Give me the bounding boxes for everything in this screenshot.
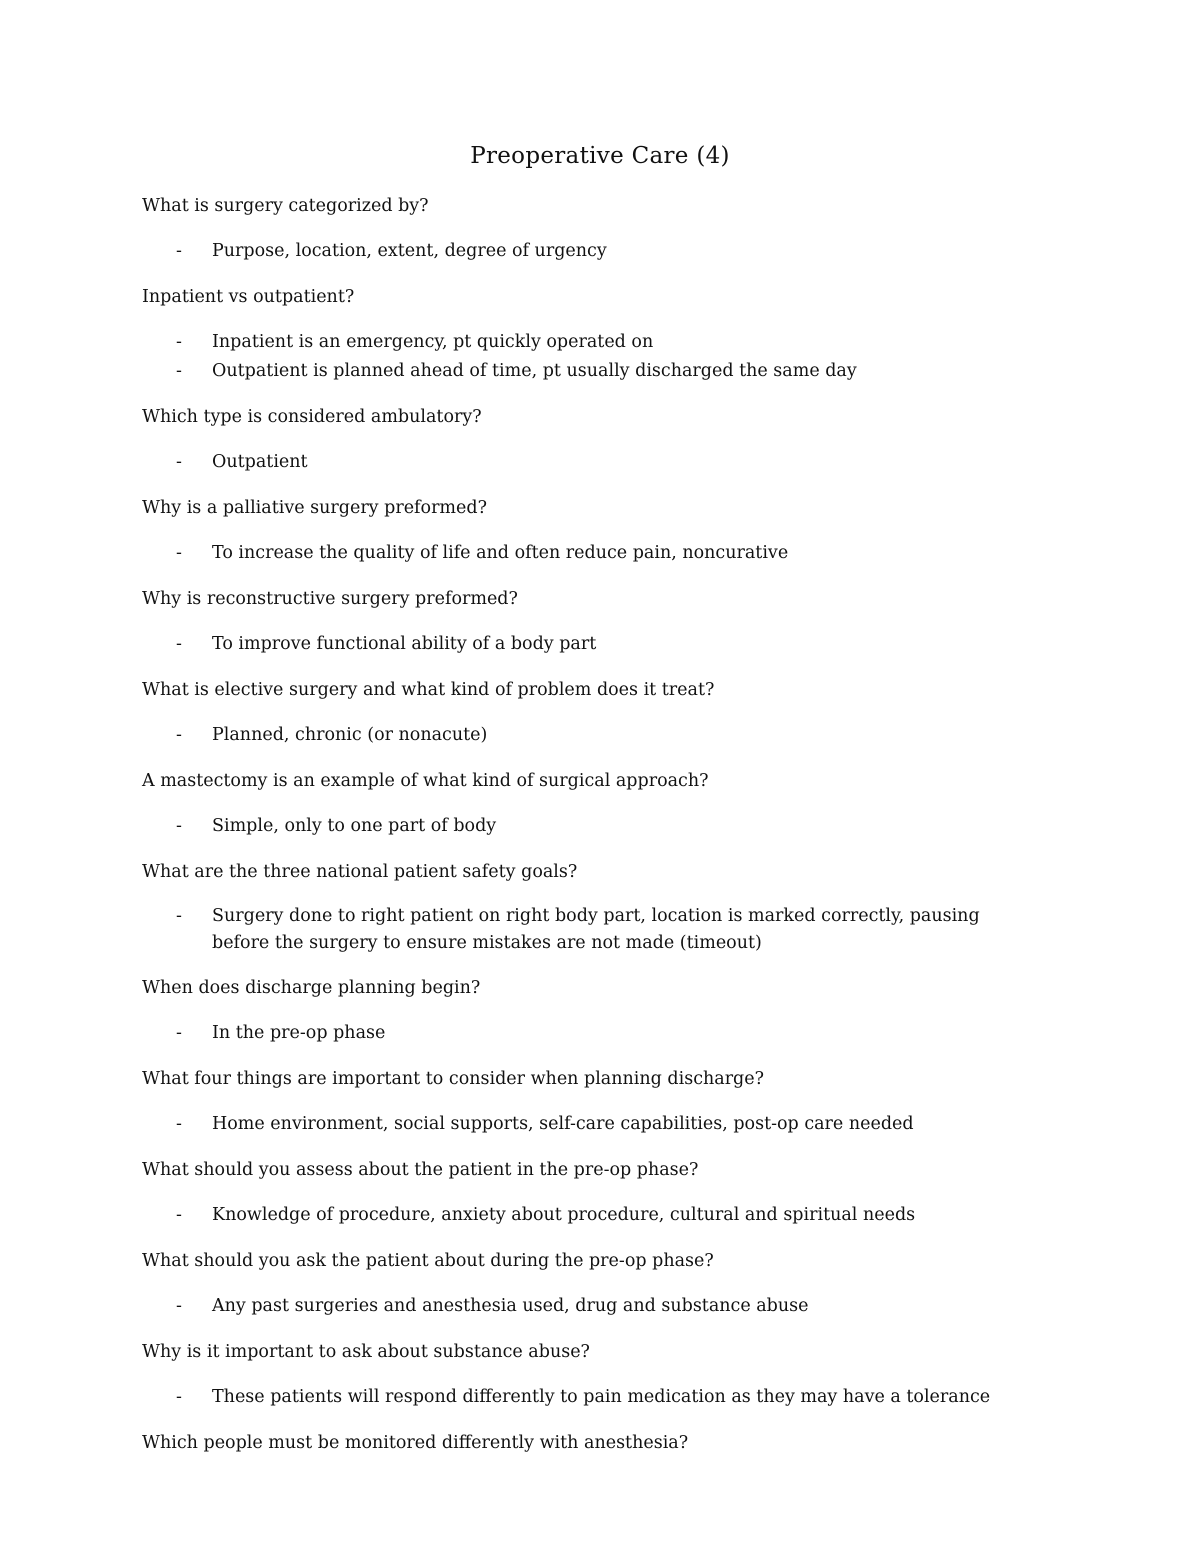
answer-item: - To increase the quality of life and often reduce pain, noncurative (142, 539, 1042, 568)
question: What are the three national patient safety goals? (142, 862, 578, 882)
answer-item: - Outpatient is planned ahead of time, pt usually discharged the same day (142, 357, 1042, 386)
answer-list (142, 539, 1042, 568)
question: What should you assess about the patient in the pre-op phase? (142, 1160, 699, 1180)
answer-item: - Planned, chronic (or nonacute) (142, 721, 1042, 750)
document-title: Preoperative Care (4) (470, 143, 730, 169)
question: Which type is considered ambulatory? (142, 407, 482, 427)
answer-item: - Home environment, social supports, self-care capabilities, post-op care needed (142, 1110, 1042, 1139)
question: A mastectomy is an example of what kind of surgical approach? (142, 771, 709, 791)
answer-list (142, 812, 1042, 841)
answer-item: - Simple, only to one part of body (142, 812, 1042, 841)
question: Why is it important to ask about substance abuse? (142, 1342, 590, 1362)
question: When does discharge planning begin? (142, 978, 481, 998)
answer-list (142, 903, 1042, 957)
answer-list (142, 1201, 1042, 1230)
question: What is elective surgery and what kind of problem does it treat? (142, 680, 715, 700)
answer-list (142, 721, 1042, 750)
answer-item: - These patients will respond differently to pain medication as they may have a tolerance (142, 1383, 1042, 1412)
qa-list (142, 194, 1042, 1474)
answer-item: - To improve functional ability of a body part (142, 630, 1042, 659)
answer-list (142, 1110, 1042, 1139)
question: Inpatient vs outpatient? (142, 287, 355, 307)
answer-list (142, 1019, 1042, 1048)
question: Why is reconstructive surgery preformed? (142, 589, 518, 609)
answer-item: - Any past surgeries and anesthesia used, drug and substance abuse (142, 1292, 1042, 1321)
answer-list (142, 1292, 1042, 1321)
question: Which people must be monitored differently with anesthesia? (142, 1433, 689, 1453)
answer-list (142, 237, 1042, 266)
answer-list (142, 328, 1042, 386)
answer-item: - Purpose, location, extent, degree of urgency (142, 237, 1042, 266)
answer-list (142, 630, 1042, 659)
question: What four things are important to consider when planning discharge? (142, 1069, 765, 1089)
answer-item: - Inpatient is an emergency, pt quickly operated on (142, 328, 1042, 357)
question: What should you ask the patient about during the pre-op phase? (142, 1251, 714, 1271)
answer-item: - Knowledge of procedure, anxiety about procedure, cultural and spiritual needs (142, 1201, 1042, 1230)
question: Why is a palliative surgery preformed? (142, 498, 487, 518)
answer-item: - In the pre-op phase (142, 1019, 1042, 1048)
answer-list (142, 448, 1042, 477)
answer-list (142, 1383, 1042, 1412)
answer-item: - Outpatient (142, 448, 1042, 477)
question: What is surgery categorized by? (142, 196, 429, 216)
answer-item: - Surgery done to right patient on right body part, location is marked correctly, pausing before the surgery to ensure mistakes are not made (timeout) (142, 903, 1042, 957)
